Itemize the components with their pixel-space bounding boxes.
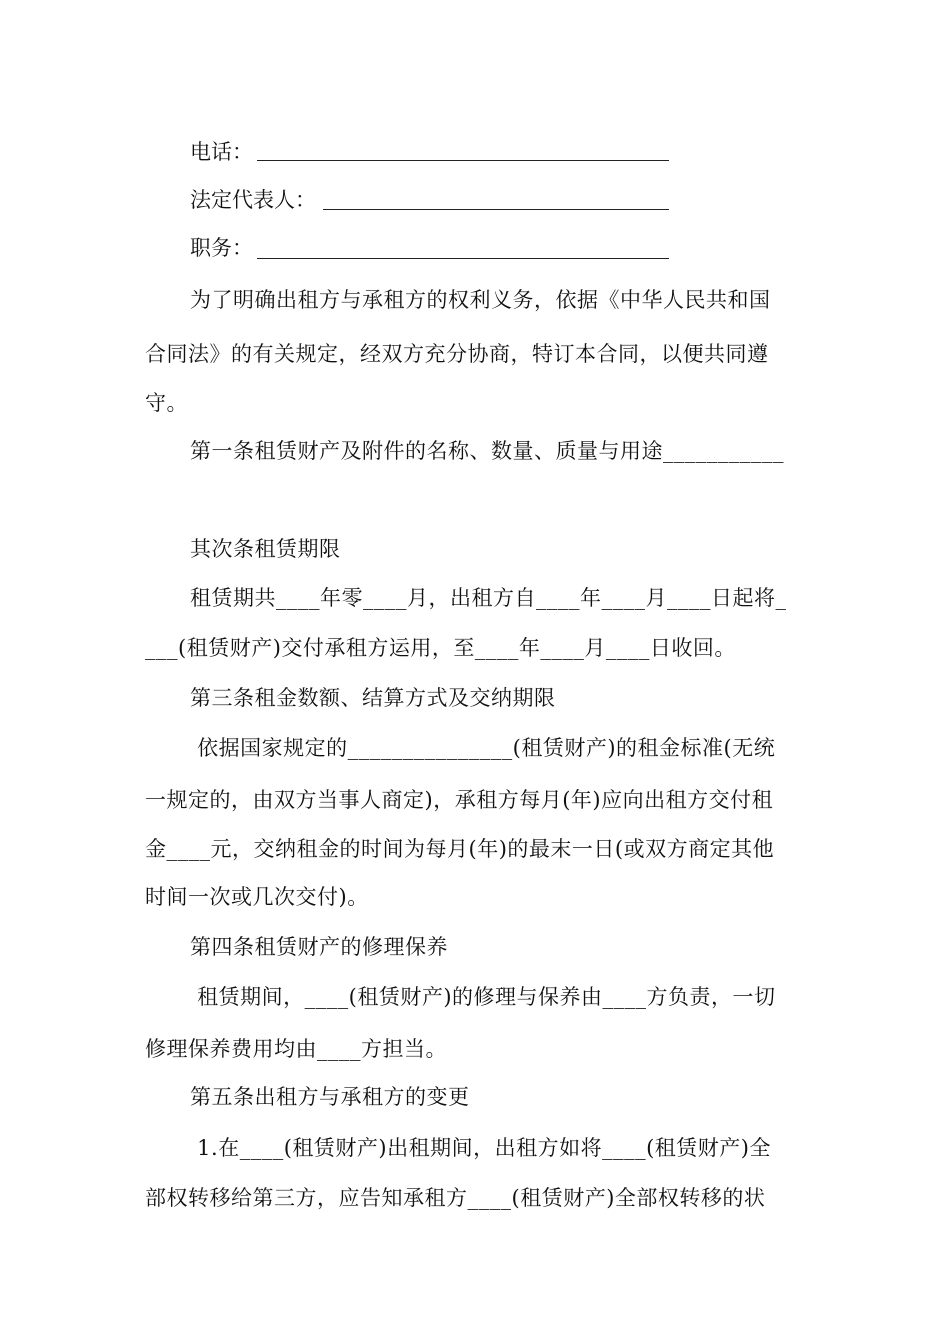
article-3-line-3: 金____元，交纳租金的时间为每月(年)的最末一日(或双方商定其他 [145, 837, 775, 861]
article-3-heading: 第三条租金数额、结算方式及交纳期限 [190, 686, 556, 710]
preamble-line-3: 守。 [145, 391, 188, 415]
phone-label: 电话： [190, 140, 253, 164]
position-label: 职务： [190, 236, 253, 260]
article-2-line-1: 租赁期共____年零____月，出租方自____年____月____日起将_ [190, 586, 787, 610]
position-blank [257, 258, 669, 259]
article-5-heading: 第五条出租方与承租方的变更 [190, 1085, 470, 1109]
preamble-line-1: 为了明确出租方与承租方的权利义务，依据《中华人民共和国 [190, 288, 771, 312]
legal-rep-label: 法定代表人： [190, 188, 316, 212]
article-3-line-1: 依据国家规定的_______________(租赁财产)的租金标准(无统 [190, 736, 776, 760]
preamble-line-2: 合同法》的有关规定，经双方充分协商，特订本合同，以便共同遵 [145, 342, 769, 366]
article-4-heading: 第四条租赁财产的修理保养 [190, 935, 448, 959]
article-1-heading: 第一条租赁财产及附件的名称、数量、质量与用途___________ [190, 439, 784, 463]
article-5-line-2: 部权转移给第三方，应告知承租方____(租赁财产)全部权转移的状 [145, 1186, 766, 1210]
article-4-line-1: 租赁期间，____(租赁财产)的修理与保养由____方负责，一切 [190, 985, 776, 1009]
phone-blank [257, 160, 669, 161]
article-3-line-4: 时间一次或几次交付)。 [145, 885, 369, 909]
article-3-line-2: 一规定的，由双方当事人商定)，承租方每月(年)应向出租方交付租 [145, 788, 774, 812]
article-5-line-1: 1.在____(租赁财产)出租期间，出租方如将____(租赁财产)全 [190, 1136, 771, 1160]
article-2-heading: 其次条租赁期限 [190, 537, 341, 561]
legal-rep-blank [323, 209, 669, 210]
article-4-line-2: 修理保养费用均由____方担当。 [145, 1037, 447, 1061]
article-2-line-2: ___(租赁财产)交付承租方运用，至____年____月____日收回。 [145, 636, 736, 660]
